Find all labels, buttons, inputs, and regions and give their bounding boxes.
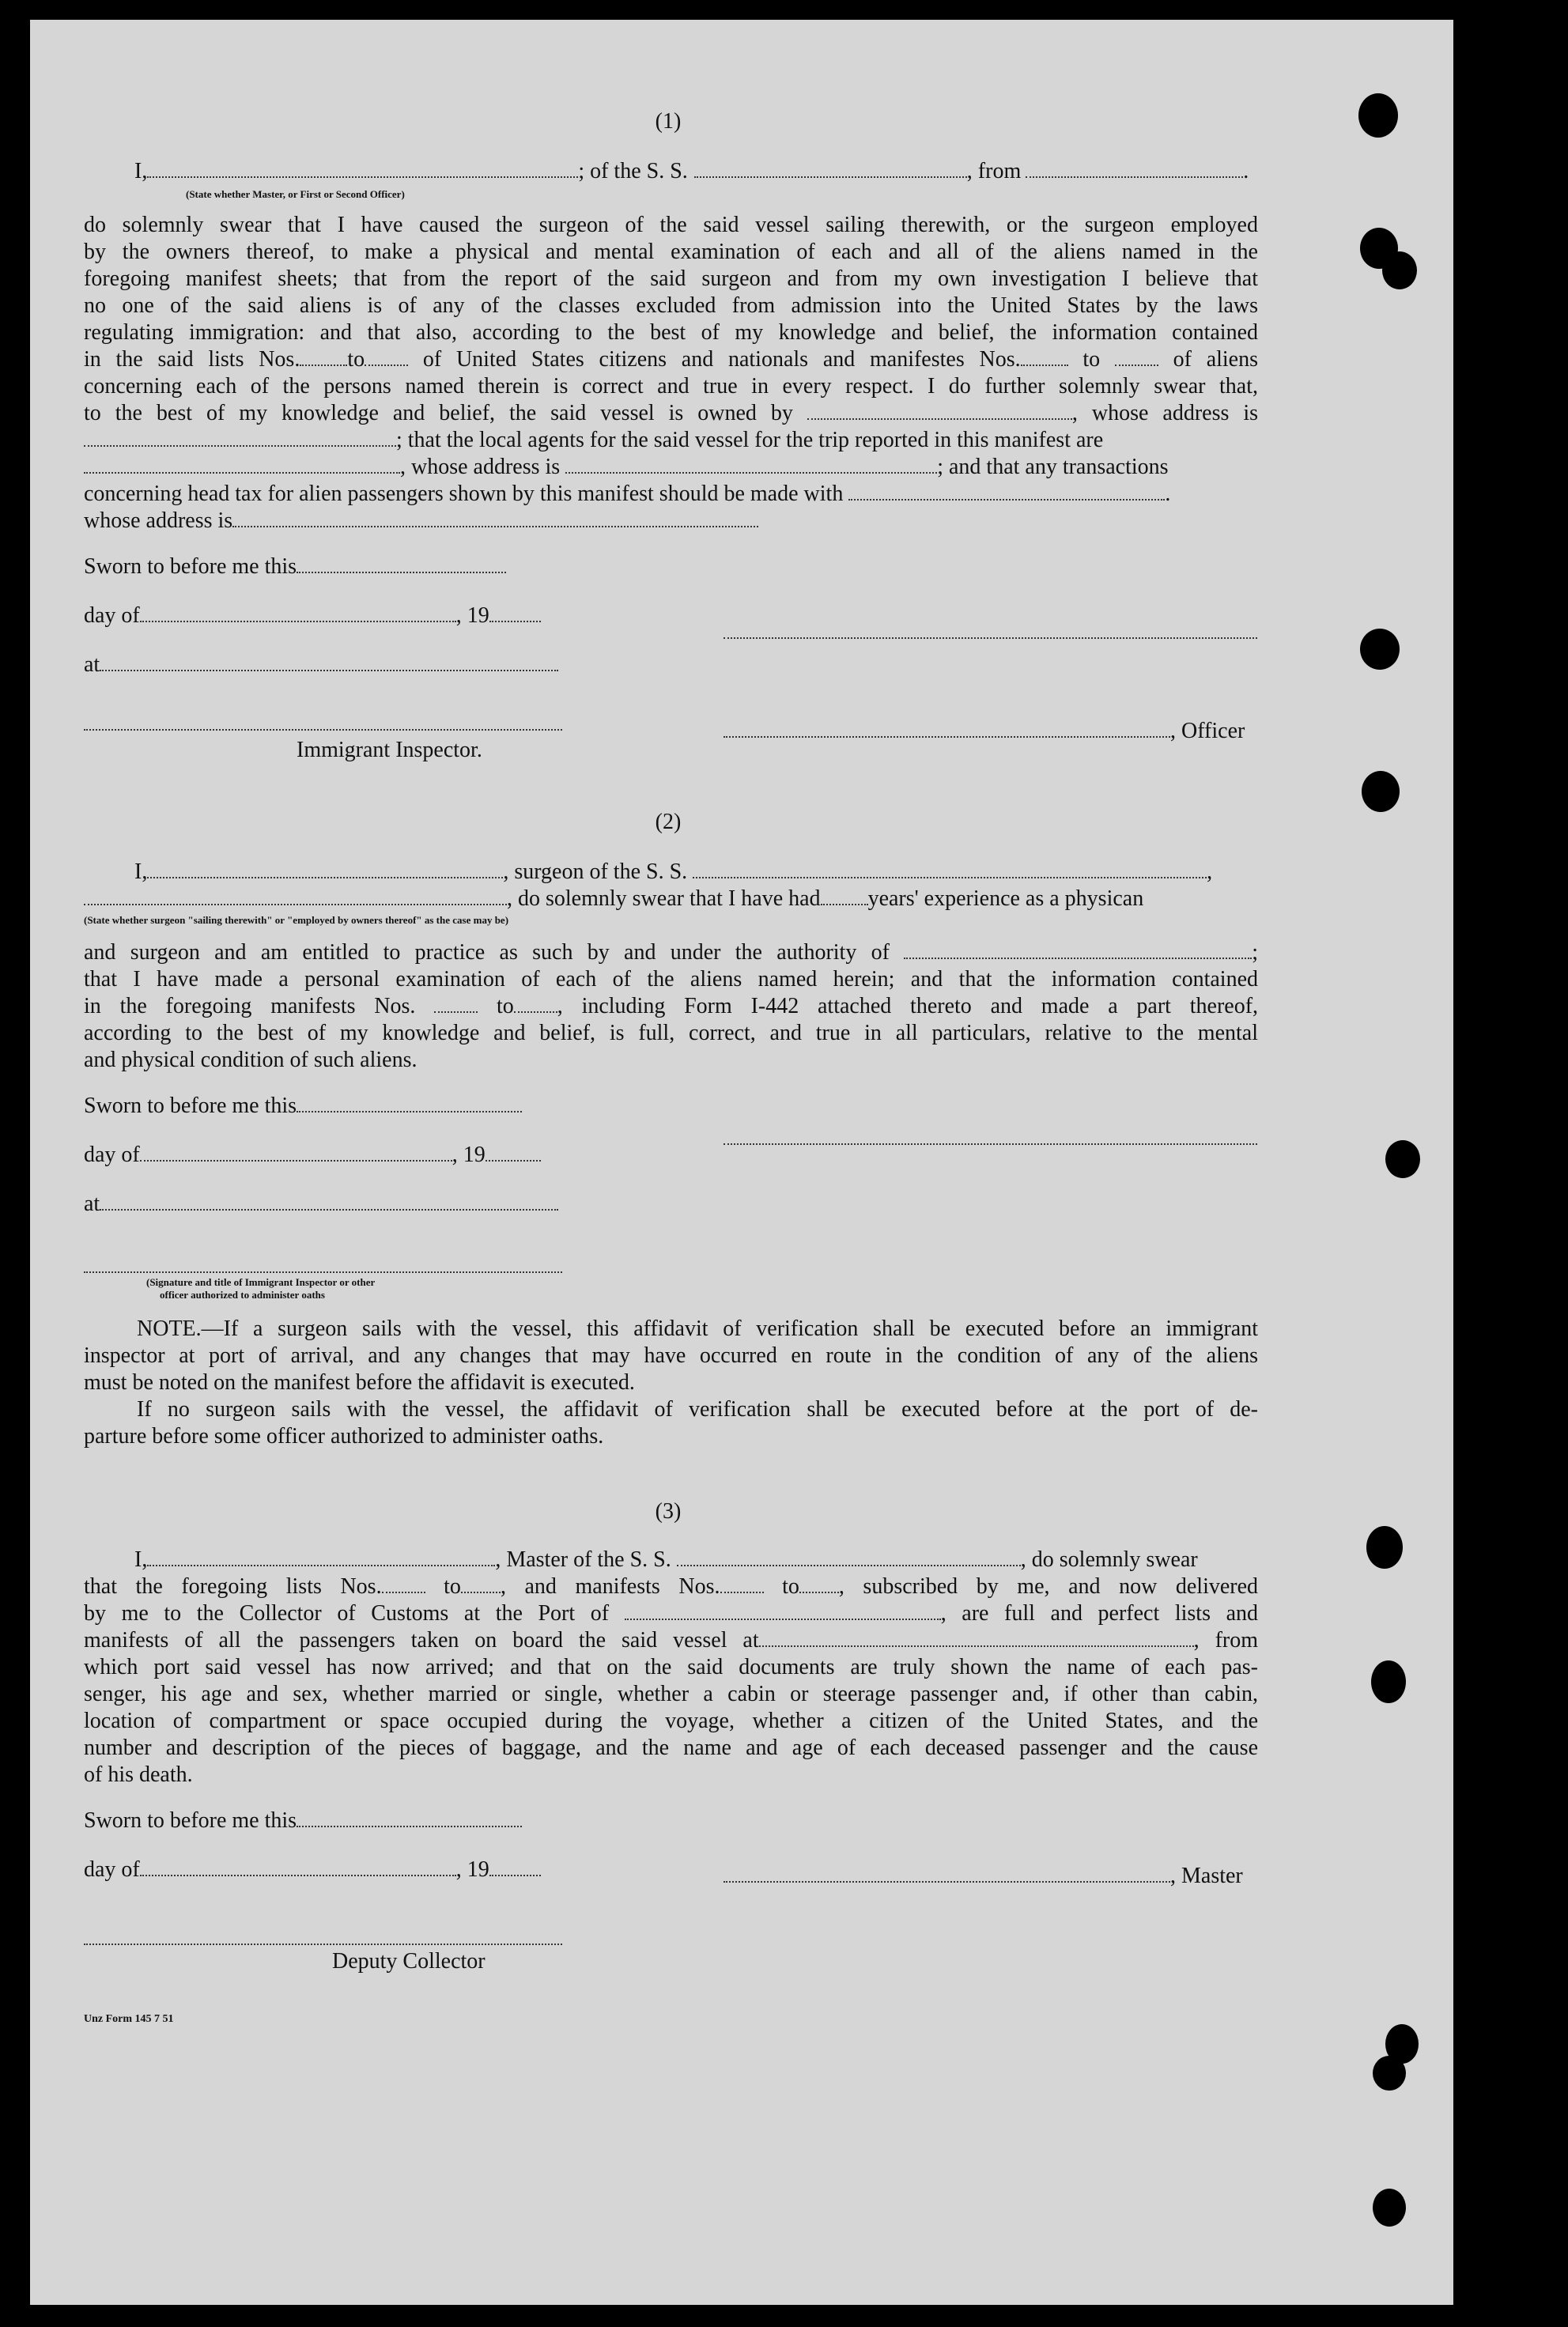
inspector-signature-line (84, 1271, 562, 1273)
s2-sworn: Sworn to before me this (84, 1093, 522, 1120)
s3-para: number and description of the pieces of baggage, and the name and age of each deceased passenger and the cause (84, 1736, 1258, 1760)
s2-line1: I, , surgeon of the S. S. , (134, 859, 1213, 884)
s3-para: location of compartment or space occupied during the voyage, whether a citizen of the United States, and the (84, 1709, 1258, 1733)
collector-signature-line (84, 1944, 562, 1945)
s3-sworn: Sworn to before me this (84, 1808, 522, 1834)
s1-para: regulating immigration: and that also, according to the best of my knowledge and belief, the information contained (84, 320, 1258, 345)
signature-line (724, 637, 1257, 639)
inspector-signature-line (84, 729, 562, 731)
section-number: (1) (655, 109, 682, 134)
s1-para-whose: whose address is (84, 508, 758, 535)
punch-hole (1373, 2056, 1406, 2091)
section-number: (2) (655, 810, 682, 834)
s2-dayof: day of , 19 (84, 1142, 541, 1169)
note-para: must be noted on the manifest before the affidavit is executed. (84, 1370, 635, 1395)
s3-para-lists: that the foregoing lists Nos. to , and manifests Nos. to , subscribed by me, and now delivered (84, 1574, 1258, 1599)
punch-hole (1385, 1140, 1420, 1178)
s2-para: according to the best of my knowledge and belief, is full, correct, and true in all particulars, relative to the mental (84, 1021, 1258, 1045)
s1-para-lists: in the said lists Nos. to of United States citizens and nationals and manifestes Nos. to of aliens (84, 347, 1258, 372)
punch-hole (1371, 1660, 1406, 1703)
note-para: parture before some officer authorized to administer oaths. (84, 1424, 604, 1449)
note-para: NOTE.—If a surgeon sails with the vessel, this affidavit of verification shall be executed before an immigrant (137, 1316, 1258, 1341)
section-number: (3) (655, 1499, 682, 1524)
s2-para: that I have made a personal examination of each of the aliens named herein; and that the information contained (84, 967, 1258, 992)
s1-at: at (84, 652, 558, 678)
s1-para: concerning each of the persons named therein is correct and true in every respect. I do further solemnly swear that, (84, 374, 1258, 399)
s2-sig-note: (Signature and title of Immigrant Inspector or other (146, 1276, 376, 1288)
punch-hole (1362, 771, 1400, 812)
note-para: inspector at port of arrival, and any changes that may have occurred en route in the condition of any of the aliens (84, 1343, 1258, 1368)
s1-para-agents: ; that the local agents for the said vessel for the trip reported in this manifest are (84, 427, 1103, 454)
s3-para: of his death. (84, 1762, 193, 1787)
s3-master: , Master (724, 1863, 1243, 1890)
s2-para-end: and physical condition of such aliens. (84, 1048, 418, 1072)
s2-at: at (84, 1191, 558, 1218)
note-para: If no surgeon sails with the vessel, the affidavit of verification shall be executed before at the port of de- (137, 1397, 1258, 1422)
s1-para: by the owners thereof, to make a physical and mental examination of each and all of the aliens named in the (84, 240, 1258, 264)
s1-para-owner: to the best of my knowledge and belief, the said vessel is owned by , whose address is (84, 401, 1258, 425)
s1-dayof: day of , 19 (84, 603, 541, 629)
s2-line2: , do solemnly swear that I have had years' experience as a physican (84, 886, 1143, 912)
s3-deputy: Deputy Collector (332, 1949, 486, 1974)
s1-para-headtax: concerning head tax for alien passengers shown by this manifest should be made with . (84, 482, 1171, 506)
s1-sworn: Sworn to before me this (84, 553, 506, 580)
s3-para-boarded: manifests of all the passengers taken on board the said vessel at , from (84, 1628, 1258, 1653)
s1-note: (State whether Master, or First or Second Officer) (186, 188, 405, 200)
form-number: Unz Form 145 7 51 (84, 2013, 174, 2025)
punch-hole (1382, 251, 1417, 289)
s2-sig-note: officer authorized to administer oaths (160, 1289, 325, 1301)
s1-para: foregoing manifest sheets; that from the report of the said surgeon and from my own investigation I believe that (84, 266, 1258, 291)
s1-officer: , Officer (724, 718, 1245, 745)
punch-hole (1358, 93, 1398, 138)
punch-hole (1373, 2189, 1406, 2227)
s3-para: which port said vessel has now arrived; and that on the said documents are truly shown the name of each pas- (84, 1655, 1258, 1679)
s3-para: senger, his age and sex, whether married or single, whether a cabin or steerage passenger and, if other than cabin, (84, 1682, 1258, 1706)
s2-para-authority: and surgeon and am entitled to practice as such by and under the authority of ; (84, 940, 1258, 965)
s3-dayof: day of , 19 (84, 1857, 541, 1883)
s1-para-address: , whose address is ; and that any transactions (84, 454, 1169, 481)
s2-note: (State whether surgeon "sailing therewith" or "employed by owners thereof" as the case may be) (84, 914, 509, 926)
s3-para-port: by me to the Collector of Customs at the Port of , are full and perfect lists and (84, 1601, 1258, 1626)
s1-inspector: Immigrant Inspector. (297, 738, 482, 762)
s1-para: do solemnly swear that I have caused the surgeon of the said vessel sailing therewith, or the surgeon employed (84, 213, 1258, 237)
s3-line1: I, , Master of the S. S. , do solemnly swear (134, 1547, 1198, 1572)
signature-line (724, 1143, 1257, 1145)
s1-line1: I, ; of the S. S. , from . (134, 159, 1249, 183)
s2-para-manifests: in the foregoing manifests Nos. to , including Form I-442 attached thereto and made a part thereof, (84, 994, 1258, 1018)
punch-hole (1360, 629, 1400, 670)
s1-para: no one of the said aliens is of any of the classes excluded from admission into the United States by the laws (84, 293, 1258, 318)
punch-hole (1366, 1526, 1403, 1569)
